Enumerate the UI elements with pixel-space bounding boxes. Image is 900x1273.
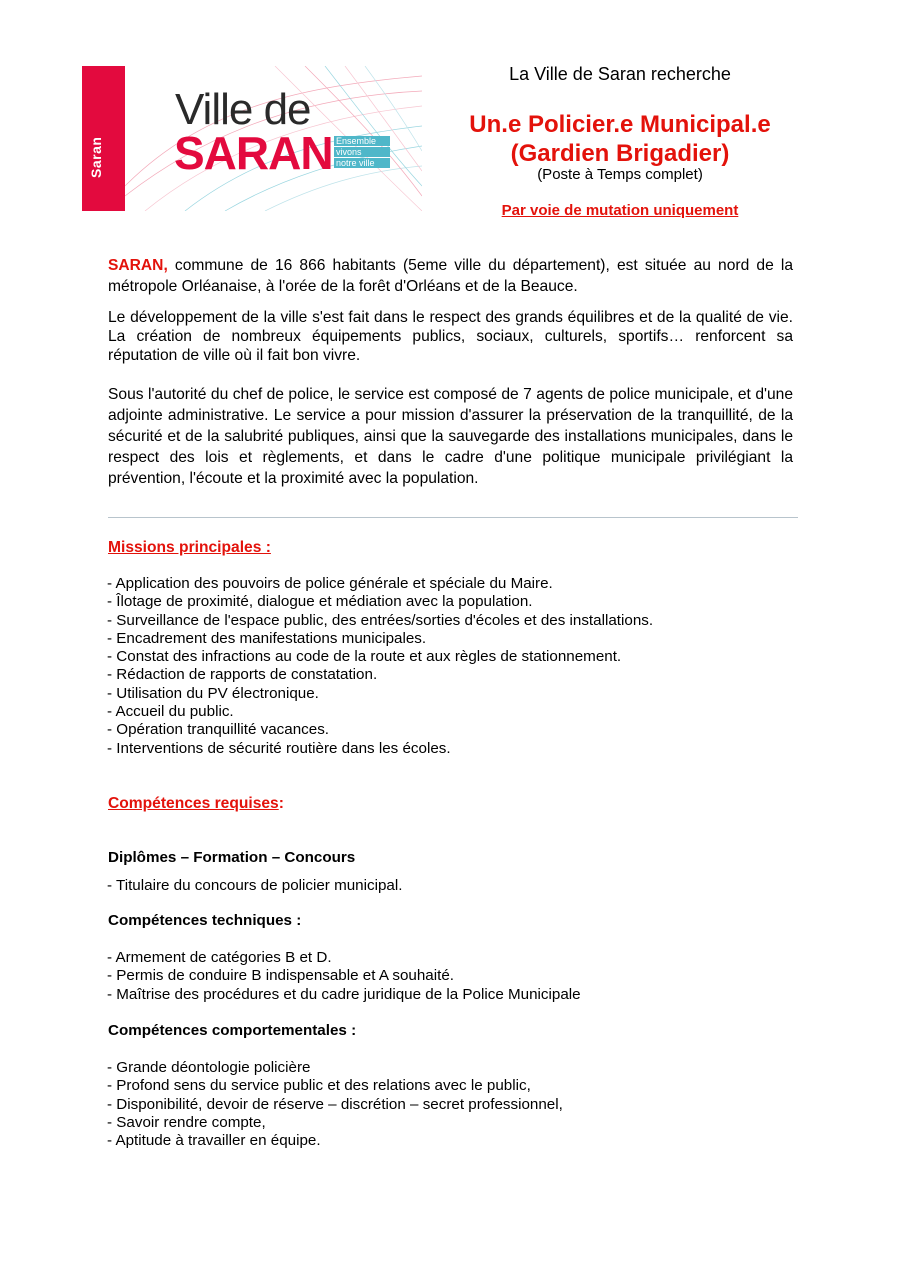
list-item: - Encadrement des manifestations municipales. — [107, 629, 427, 647]
list-item: - Disponibilité, devoir de réserve – discrétion – secret professionnel, — [107, 1095, 563, 1113]
comportementales-list — [107, 1059, 563, 1150]
logo-ville-de: Ville de — [175, 85, 311, 134]
logo-slogan-line: Ensemble — [334, 136, 390, 146]
logo-slogan-line: notre ville — [334, 158, 390, 168]
section-divider — [108, 517, 798, 518]
missions-title: Missions principales : — [108, 539, 271, 556]
diplomes-subtitle: Diplômes – Formation – Concours — [108, 849, 356, 866]
list-item: - Rédaction de rapports de constatation. — [107, 666, 378, 684]
list-item: - Armement de catégories B et D. — [107, 949, 332, 966]
poste-type: (Poste à Temps complet) — [537, 166, 703, 183]
techniques-subtitle: Compétences techniques : — [108, 912, 302, 929]
techniques-list — [107, 949, 581, 1004]
list-item: - Grande déontologie policière — [107, 1059, 311, 1076]
list-item: - Titulaire du concours de policier municipal. — [107, 877, 403, 894]
list-item: - Savoir rendre compte, — [107, 1113, 266, 1131]
job-title — [440, 110, 800, 168]
comportementales-subtitle: Compétences comportementales : — [108, 1022, 357, 1039]
competences-title-text: Compétences requises — [108, 795, 279, 812]
competences-title-suffix: : — [278, 795, 284, 812]
intro-paragraph-2: Le développement de la ville s'est fait dans le respect des grands équilibres et de la qualité de vie. La création de nombreux équipements publics, sociaux, culturels, sportifs… renforcent sa réputation de ville où il fait bon vivre. — [108, 309, 793, 364]
job-title-line2: (Gardien Brigadier) — [510, 140, 730, 167]
list-item: - Îlotage de proximité, dialogue et médiation avec la population. — [107, 593, 533, 611]
list-item: - Accueil du public. — [107, 703, 234, 721]
competences-title — [108, 795, 284, 813]
logo-band-text: Saran — [88, 136, 104, 178]
logo-saran: SARAN — [174, 127, 333, 179]
list-item: - Permis de conduire B indispensable et A souhaité. — [107, 967, 454, 985]
saran-label: SARAN, — [108, 257, 168, 274]
diplomes-list — [107, 877, 402, 895]
list-item: - Application des pouvoirs de police générale et spéciale du Maire. — [107, 575, 553, 592]
list-item: - Utilisation du PV électronique. — [107, 684, 319, 702]
missions-list — [107, 575, 653, 758]
intro-paragraph-1 — [108, 255, 793, 297]
list-item: - Maîtrise des procédures et du cadre juridique de la Police Municipale — [107, 985, 581, 1003]
mutation-notice: Par voie de mutation uniquement — [501, 202, 739, 219]
list-item: - Interventions de sécurité routière dans les écoles. — [107, 739, 451, 757]
job-title-line1: Un.e Policier.e Municipal.e — [469, 111, 771, 138]
list-item: - Constat des infractions au code de la route et aux règles de stationnement. — [107, 648, 622, 666]
list-item: - Aptitude à travailler en équipe. — [107, 1132, 321, 1150]
logo-slogan — [334, 136, 390, 169]
intro-paragraph-1-text: commune de 16 866 habitants (5eme ville du département), est située au nord de la métropole Orléanaise, à l'orée de la forêt d'Orléans et de la Beauce. — [108, 257, 793, 295]
list-item: - Opération tranquillité vacances. — [107, 721, 330, 739]
logo-slogan-line: vivons — [334, 147, 390, 157]
list-item: - Profond sens du service public et des relations avec le public, — [107, 1077, 531, 1095]
intro-paragraph-3: Sous l'autorité du chef de police, le service est composé de 7 agents de police municipale, et d'une adjointe administrative. Le service a pour mission d'assurer la préservation de la tranquillité, de la sécurité et de la salubrité publiques, ainsi que la sauvegarde des installations municipales, dans le respect des lois et règlements, et dans le cadre d'une politique municipale privilégiant la prévention, l'écoute et la proximité avec la population. — [108, 386, 793, 487]
list-item: - Surveillance de l'espace public, des entrées/sorties d'écoles et des installations. — [107, 611, 654, 629]
ville-de-saran-logo — [82, 66, 422, 211]
recherche-heading: La Ville de Saran recherche — [509, 64, 731, 84]
